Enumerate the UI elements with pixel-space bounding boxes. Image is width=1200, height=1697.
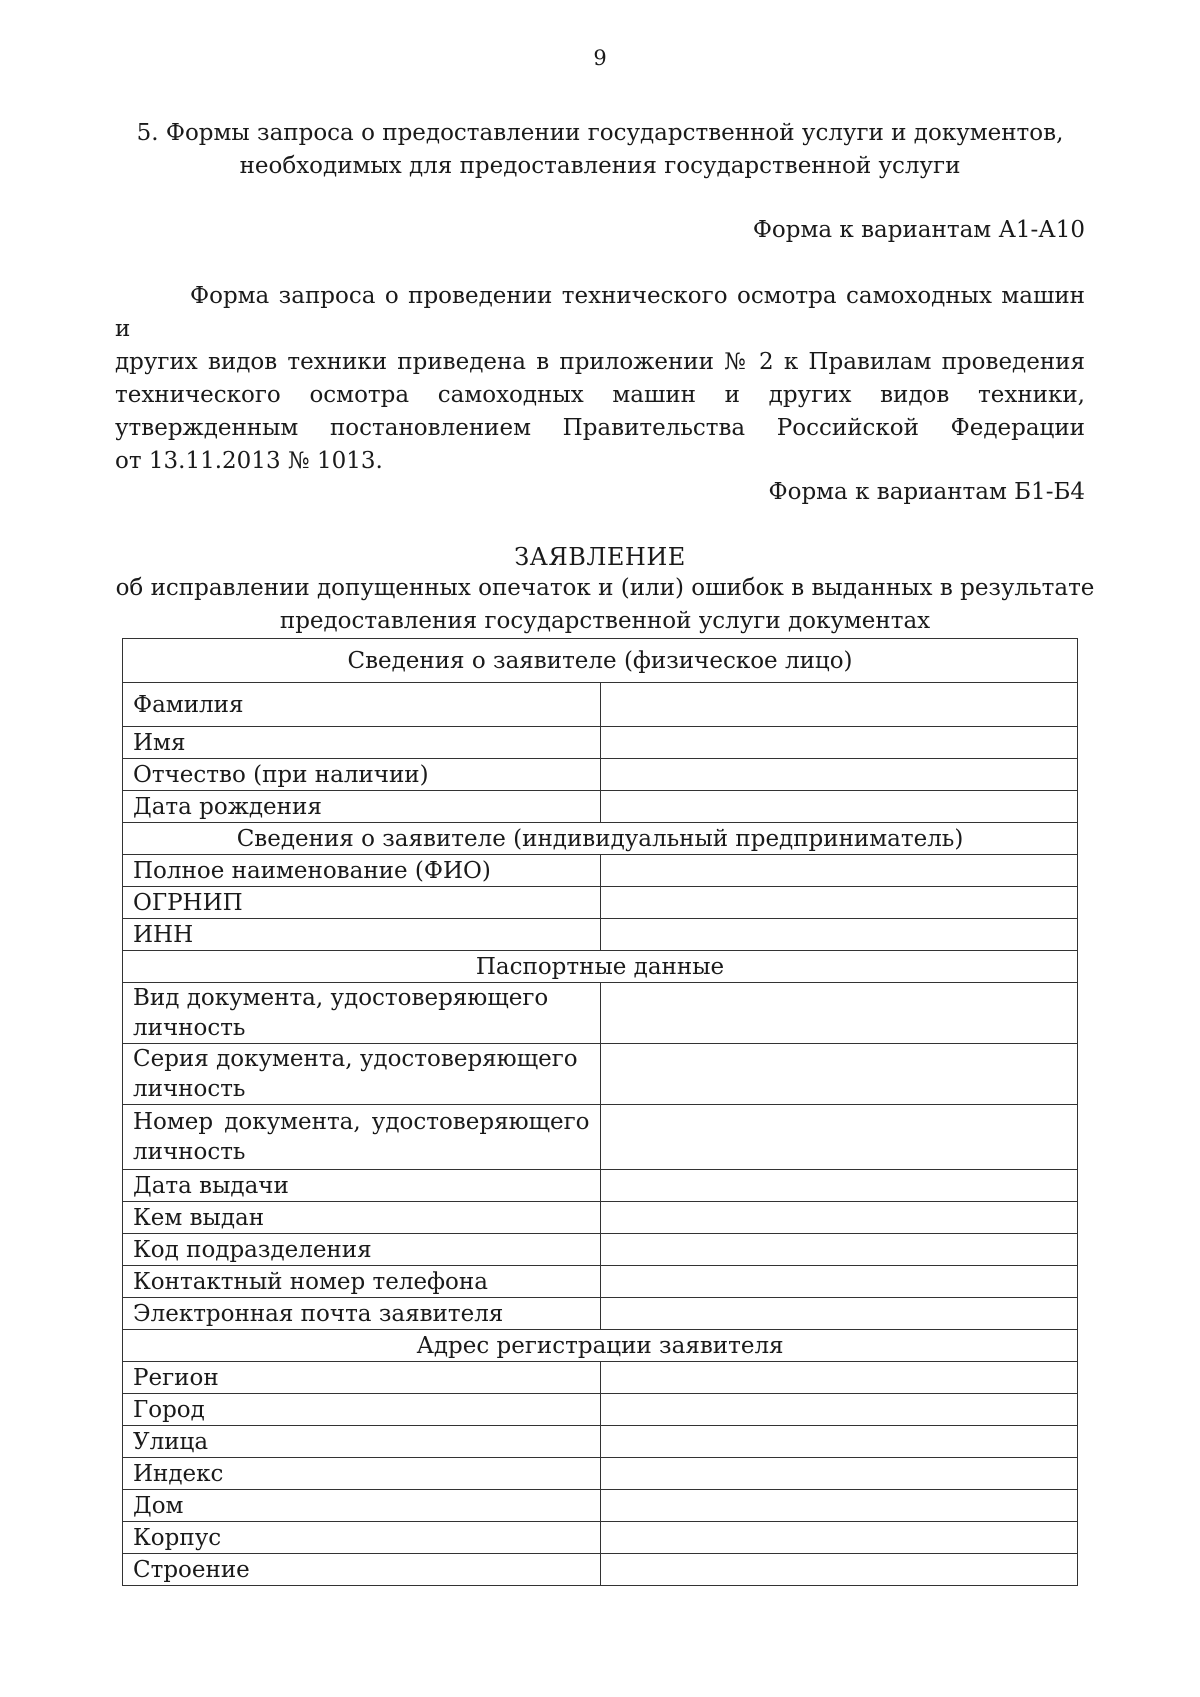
body-paragraph [115,280,1085,478]
field-value-cell[interactable] [600,1234,1078,1266]
section-header: Сведения о заявителе (физическое лицо) [123,639,1078,683]
form-row [123,1426,1078,1458]
field-label: Индекс [123,1458,601,1490]
field-label: Серия документа, удостоверяющего личность [123,1044,601,1105]
field-value-cell[interactable] [600,1458,1078,1490]
page-number: 9 [593,46,607,70]
field-value-cell[interactable] [600,1298,1078,1330]
form-row [123,683,1078,727]
field-label: Дата выдачи [123,1170,601,1202]
field-label: ОГРНИП [123,887,601,919]
form-row [123,983,1078,1044]
field-label: Фамилия [123,683,601,727]
field-value-cell[interactable] [600,1522,1078,1554]
field-value-cell[interactable] [600,1394,1078,1426]
form-row [123,887,1078,919]
field-value-cell[interactable] [600,919,1078,951]
form-label-b: Форма к вариантам Б1-Б4 [768,479,1085,505]
field-label: ИНН [123,919,601,951]
form-row [123,1394,1078,1426]
field-value-cell[interactable] [600,1044,1078,1105]
field-value-cell[interactable] [600,1202,1078,1234]
field-label: Дом [123,1490,601,1522]
form-row [123,1298,1078,1330]
field-value-cell[interactable] [600,1490,1078,1522]
field-value-cell[interactable] [600,887,1078,919]
field-label: Улица [123,1426,601,1458]
form-row [123,1490,1078,1522]
form-row [123,1044,1078,1105]
form-row [123,759,1078,791]
section-header: Адрес регистрации заявителя [123,1330,1078,1362]
field-label: Город [123,1394,601,1426]
paragraph-line-1: Форма запроса о проведении технического осмотра самоходных машин и [115,283,1085,342]
form-row [123,1458,1078,1490]
document-title: ЗАЯВЛЕНИЕ [514,543,686,571]
form-row [123,1234,1078,1266]
field-label: Электронная почта заявителя [123,1298,601,1330]
field-value-cell[interactable] [600,855,1078,887]
field-label: Номер документа, удостоверяющего личность [123,1105,601,1170]
subtitle-line-1: об исправлении допущенных опечаток и (или) ошибок в выданных в результате [115,575,1095,601]
document-subtitle [105,572,1105,638]
field-label: Имя [123,727,601,759]
section-heading-line-2: необходимых для предоставления государственной услуги [239,153,961,179]
form-row [123,1105,1078,1170]
field-label: Полное наименование (ФИО) [123,855,601,887]
form-row [123,1554,1078,1586]
field-label: Отчество (при наличии) [123,759,601,791]
field-label: Регион [123,1362,601,1394]
form-row [123,1202,1078,1234]
form-row [123,791,1078,823]
paragraph-line-3: технического осмотра самоходных машин и других видов техники, [115,382,1085,408]
field-value-cell[interactable] [600,683,1078,727]
section-heading-line-1: 5. Формы запроса о предоставлении государственной услуги и документов, [136,120,1064,146]
field-value-cell[interactable] [600,1105,1078,1170]
section-header-row [123,823,1078,855]
form-row [123,919,1078,951]
form-row [123,727,1078,759]
field-value-cell[interactable] [600,1266,1078,1298]
field-label: Код подразделения [123,1234,601,1266]
field-value-cell[interactable] [600,983,1078,1044]
form-label-a: Форма к вариантам А1-А10 [752,217,1085,243]
field-label: Вид документа, удостоверяющего личность [123,983,601,1044]
field-label: Контактный номер телефона [123,1266,601,1298]
form-row [123,1522,1078,1554]
application-form-table [122,638,1078,1586]
form-row [123,855,1078,887]
form-row [123,1266,1078,1298]
field-label: Дата рождения [123,791,601,823]
section-header: Сведения о заявителе (индивидуальный предприниматель) [123,823,1078,855]
section-heading [100,117,1100,183]
subtitle-line-2: предоставления государственной услуги документах [279,608,931,634]
field-value-cell[interactable] [600,1426,1078,1458]
form-row [123,1170,1078,1202]
field-label: Корпус [123,1522,601,1554]
field-value-cell[interactable] [600,791,1078,823]
field-label: Кем выдан [123,1202,601,1234]
field-value-cell[interactable] [600,727,1078,759]
form-row [123,1362,1078,1394]
section-header: Паспортные данные [123,951,1078,983]
section-header-row [123,639,1078,683]
field-label: Строение [123,1554,601,1586]
field-value-cell[interactable] [600,1170,1078,1202]
section-header-row [123,1330,1078,1362]
paragraph-line-5: от 13.11.2013 № 1013. [115,448,383,474]
section-header-row [123,951,1078,983]
paragraph-line-2: других видов техники приведена в приложении № 2 к Правилам проведения [115,349,1085,375]
field-value-cell[interactable] [600,1554,1078,1586]
field-value-cell[interactable] [600,759,1078,791]
paragraph-line-4: утвержденным постановлением Правительства Российской Федерации [115,415,1085,441]
field-value-cell[interactable] [600,1362,1078,1394]
